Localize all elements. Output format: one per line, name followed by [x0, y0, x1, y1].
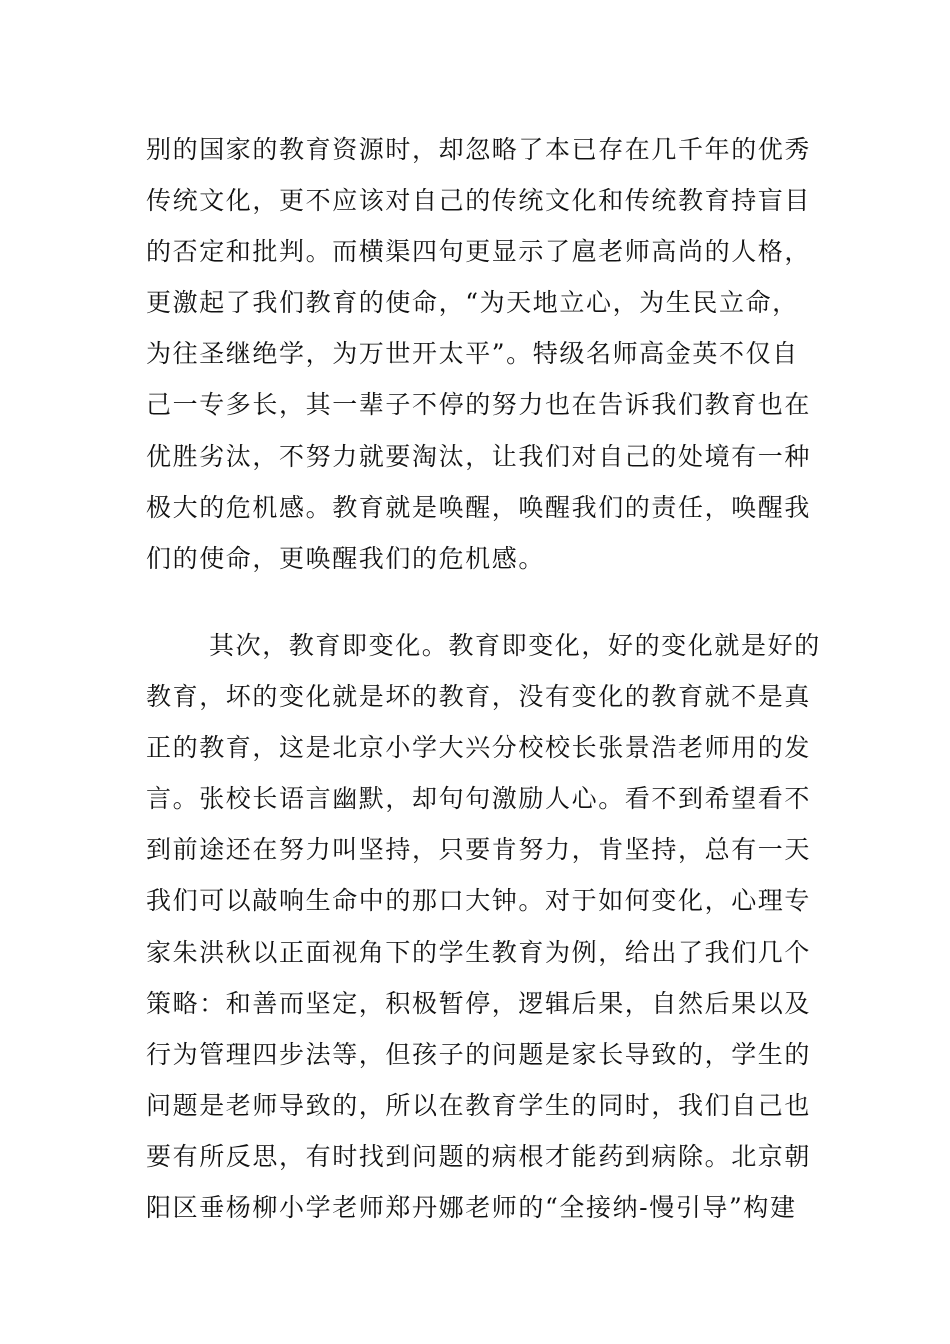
text-line: 教育，坏的变化就是坏的教育，没有变化的教育就不是真: [146, 682, 812, 712]
text-line: 到前途还在努力叫坚持，只要肯努力，肯坚持，总有一天: [146, 835, 812, 865]
text-line: 己一专多长，其一辈子不停的努力也在告诉我们教育也在: [146, 390, 812, 420]
text-line: 行为管理四步法等，但孩子的问题是家长导致的，学生的: [146, 1039, 812, 1069]
text-line: 传统文化，更不应该对自己的传统文化和传统教育持盲目: [146, 186, 812, 216]
text-line: 阳区垂杨柳小学老师郑丹娜老师的“全接纳-慢引导”构建: [146, 1193, 797, 1223]
text-line: 极大的危机感。教育就是唤醒，唤醒我们的责任，唤醒我: [146, 492, 812, 522]
text-line: 问题是老师导致的，所以在教育学生的同时，我们自己也: [146, 1090, 812, 1120]
text-line: 更激起了我们教育的使命，“为天地立心，为生民立命，: [146, 288, 799, 318]
text-line: 策略：和善而坚定，积极暂停，逻辑后果，自然后果以及: [146, 988, 812, 1018]
paragraph-1: [146, 124, 810, 584]
text-line: 们的使命，更唤醒我们的危机感。: [146, 543, 546, 573]
text-line: 言。张校长语言幽默，却句句激励人心。看不到希望看不: [146, 784, 812, 814]
text-line: 的否定和批判。而横渠四句更显示了扈老师高尚的人格，: [146, 237, 812, 267]
text-line: 我们可以敲响生命中的那口大钟。对于如何变化，心理专: [146, 886, 812, 916]
paragraph-2: [146, 620, 821, 1233]
text-line: 要有所反思，有时找到问题的病根才能药到病除。北京朝: [146, 1141, 812, 1171]
text-line-first-indented: 其次，教育即变化。教育即变化，好的变化就是好的: [209, 631, 821, 660]
text-line: 优胜劣汰，不努力就要淘汰，让我们对自己的处境有一种: [146, 441, 812, 471]
text-line: 家朱洪秋以正面视角下的学生教育为例，给出了我们几个: [146, 937, 812, 967]
text-line: 正的教育，这是北京小学大兴分校校长张景浩老师用的发: [146, 733, 812, 763]
text-line: 别的国家的教育资源时，却忽略了本已存在几千年的优秀: [146, 135, 812, 164]
text-line: 为往圣继绝学，为万世开太平”。特级名师高金英不仅自: [146, 339, 799, 369]
